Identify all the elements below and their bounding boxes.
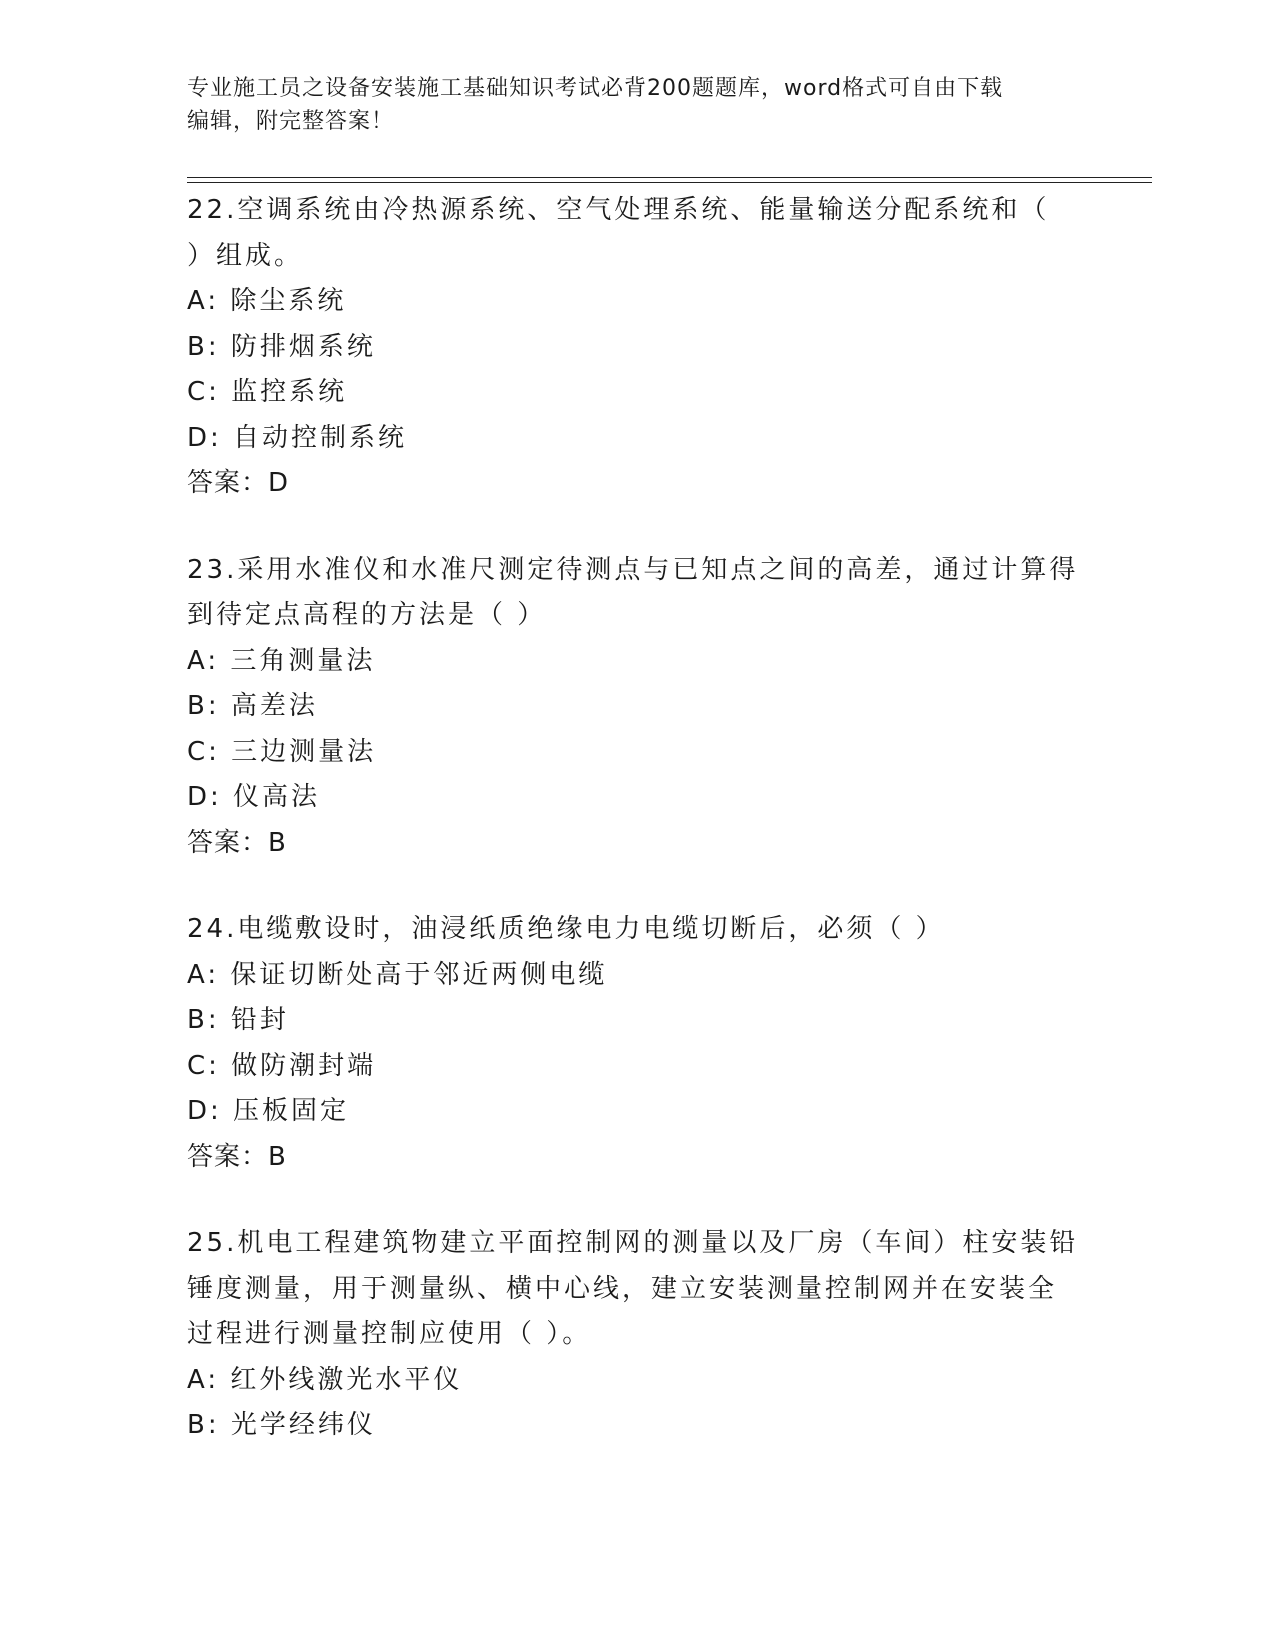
option-c: C: 三边测量法 — [187, 736, 377, 767]
option-d: D: 仪高法 — [187, 782, 321, 812]
option-a: A: 除尘系统 — [187, 286, 347, 316]
question-stem-line: 25.机电工程建筑物建立平面控制网的测量以及厂房（车间）柱安装铅 — [187, 1228, 1079, 1258]
question-stem-line: ）组成。 — [187, 240, 304, 271]
answer-label: 答案：B — [187, 827, 287, 858]
answer-label: 答案：B — [187, 1141, 287, 1172]
header-rule-top — [187, 177, 1152, 178]
option-b: B: 高差法 — [187, 691, 318, 721]
header-line-2: 编辑，附完整答案！ — [187, 109, 395, 134]
question-25 — [187, 1221, 1087, 1449]
question-stem-line: 24.电缆敷设时，油浸纸质绝缘电力电缆切断后，必须（ ） — [187, 914, 945, 944]
question-stem-line: 23.采用水准仪和水准尺测定待测点与已知点之间的高差，通过计算得 — [187, 554, 1079, 585]
question-stem-line: 过程进行测量控制应使用（ ）。 — [187, 1319, 592, 1349]
document-header — [187, 72, 1087, 138]
question-22 — [187, 188, 1087, 507]
option-b: B: 光学经纬仪 — [187, 1410, 376, 1440]
option-a: A: 三角测量法 — [187, 645, 376, 676]
option-c: C: 监控系统 — [187, 377, 348, 407]
answer-label: 答案：D — [187, 468, 290, 498]
question-list — [187, 188, 1087, 1490]
option-d: D: 自动控制系统 — [187, 422, 408, 453]
option-d: D: 压板固定 — [187, 1096, 350, 1126]
header-line-1: 专业施工员之设备安装施工基础知识考试必背200题题库，word格式可自由下载 — [187, 76, 1004, 101]
question-stem-line: 锤度测量，用于测量纵、横中心线，建立安装测量控制网并在安装全 — [187, 1273, 1058, 1304]
header-rule-bottom — [187, 182, 1152, 183]
question-24 — [187, 907, 1087, 1180]
option-b: B: 铅封 — [187, 1005, 289, 1035]
option-b: B: 防排烟系统 — [187, 331, 376, 362]
option-a: A: 红外线激光水平仪 — [187, 1364, 463, 1395]
question-stem-line: 到待定点高程的方法是（ ） — [187, 600, 547, 630]
option-c: C: 做防潮封端 — [187, 1050, 377, 1081]
question-23 — [187, 548, 1087, 867]
question-stem-line: 22.空调系统由冷热源系统、空气处理系统、能量输送分配系统和（ — [187, 195, 1050, 225]
option-a: A: 保证切断处高于邻近两侧电缆 — [187, 959, 608, 990]
